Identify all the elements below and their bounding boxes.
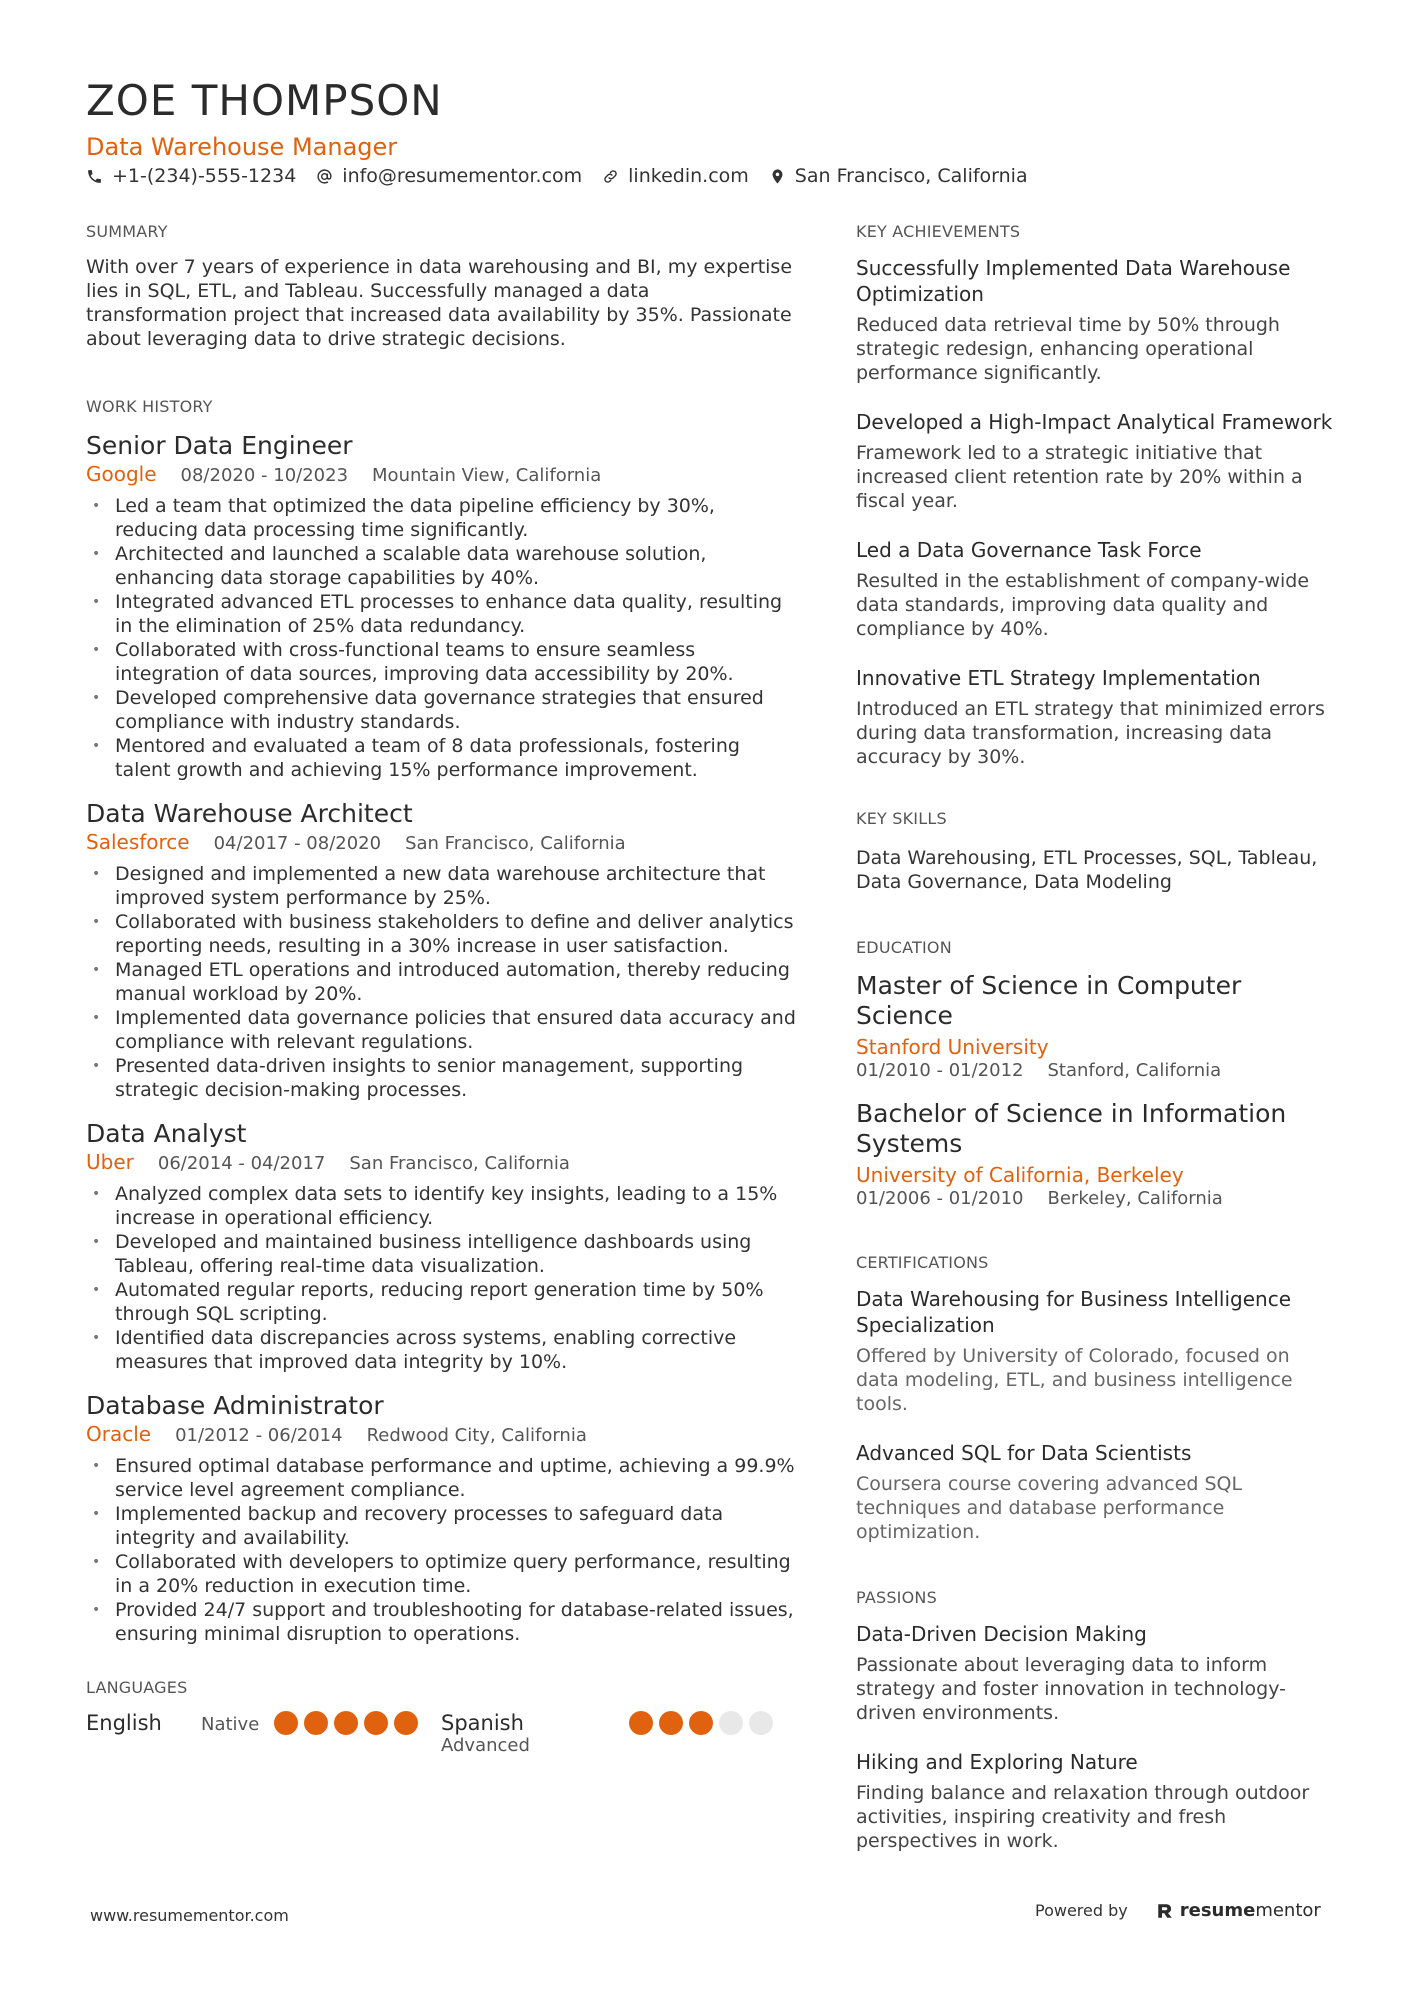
job-bullet: • Managed ETL operations and introduced automation, thereby reducing manual workload by 20%.: [86, 958, 796, 1006]
languages-section: [86, 1678, 796, 1756]
job-bullet: • Collaborated with cross-functional teams to ensure seamless integration of data sources, improving data accessibility by 20%.: [86, 638, 796, 686]
job-bullets: [86, 494, 796, 782]
job-location: Redwood City, California: [366, 1425, 587, 1446]
rating-dot-filled: [394, 1711, 418, 1735]
rating-dot-empty: [719, 1711, 743, 1735]
achievements-item-title: Innovative ETL Strategy Implementation: [856, 666, 1261, 690]
at-icon: [316, 168, 333, 185]
language-item: [441, 1711, 796, 1756]
education-location: Stanford, California: [1047, 1060, 1222, 1081]
link-icon: [602, 168, 619, 185]
education-title: EDUCATION: [856, 938, 952, 957]
achievements-item-title: Led a Data Governance Task Force: [856, 538, 1202, 562]
summary-section: [86, 222, 796, 351]
education-meta: [856, 1188, 1334, 1209]
achievements-item-desc: Reduced data retrieval time by 50% through strategic redesign, enhancing operational performance significantly.: [856, 314, 1280, 384]
job-dates: 04/2017 - 08/2020: [213, 833, 382, 854]
rating-dot-filled: [334, 1711, 358, 1735]
languages-title: LANGUAGES: [86, 1678, 188, 1697]
education-entry: [856, 1099, 1334, 1209]
education-degree: Bachelor of Science in Information Systems: [856, 1099, 1287, 1158]
certifications-item-desc: Offered by University of Colorado, focused on data modeling, ETL, and business intelligence tools.: [856, 1345, 1293, 1415]
job-bullet: • Automated regular reports, reducing report generation time by 50% through SQL scripting.: [86, 1278, 796, 1326]
job-bullet: • Implemented data governance policies that ensured data accuracy and compliance with relevant regulations.: [86, 1006, 796, 1054]
contact-location: [769, 165, 1028, 187]
job-bullet: • Designed and implemented a new data warehouse architecture that improved system performance by 25%.: [86, 862, 796, 910]
achievements-item: [856, 255, 1334, 385]
job-bullet: • Presented data-driven insights to senior management, supporting strategic decision-making processes.: [86, 1054, 796, 1102]
skills-section: [856, 809, 1334, 894]
phone-text: +1-(234)-555-1234: [112, 165, 297, 187]
job-company: Uber: [86, 1150, 134, 1174]
job-entry: [86, 430, 796, 782]
job-bullet: • Developed comprehensive data governance strategies that ensured compliance with industry standards.: [86, 686, 796, 734]
job-title: Database Administrator: [86, 1391, 384, 1420]
job-bullet: • Mentored and evaluated a team of 8 data professionals, fostering talent growth and achieving 15% performance improvement.: [86, 734, 796, 782]
job-bullet: • Analyzed complex data sets to identify key insights, leading to a 15% increase in operational efficiency.: [86, 1182, 796, 1230]
achievements-item-title: Successfully Implemented Data Warehouse Optimization: [856, 256, 1291, 306]
certifications-item: [856, 1440, 1334, 1544]
education-entry: [856, 971, 1334, 1081]
job-bullet: • Implemented backup and recovery processes to safeguard data integrity and availability.: [86, 1502, 796, 1550]
job-bullet: • Collaborated with business stakeholders to define and deliver analytics reporting needs, resulting in a 30% increase in user satisfaction.: [86, 910, 796, 958]
job-title: Data Warehouse Architect: [86, 799, 413, 828]
location-pin-icon: [769, 168, 786, 185]
job-location: San Francisco, California: [349, 1153, 570, 1174]
job-location: San Francisco, California: [405, 833, 626, 854]
rating-dot-filled: [629, 1711, 653, 1735]
passions-item: [856, 1621, 1334, 1725]
job-bullet: • Collaborated with developers to optimize query performance, resulting in a 20% reduction in execution time.: [86, 1550, 796, 1598]
achievement-list: [856, 255, 1334, 769]
brand-logo-icon: [1156, 1902, 1174, 1920]
education-dates: 01/2010 - 01/2012: [856, 1060, 1024, 1081]
footer-branding: [1035, 1900, 1321, 1921]
certification-list: [856, 1286, 1334, 1544]
achievements-title: KEY ACHIEVEMENTS: [856, 222, 1021, 241]
linkedin-text: linkedin.com: [628, 165, 749, 187]
work-history-section: [86, 397, 796, 1646]
job-title: Senior Data Engineer: [86, 431, 353, 460]
achievements-item-desc: Introduced an ETL strategy that minimized errors during data transformation, increasing data accuracy by 30%.: [856, 698, 1325, 768]
job-meta: [86, 1150, 796, 1176]
contact-linkedin[interactable]: [602, 165, 749, 187]
passions-item-desc: Finding balance and relaxation through outdoor activities, inspiring creativity and fresh perspectives in work.: [856, 1782, 1310, 1852]
job-bullet: • Provided 24/7 support and troubleshooting for database-related issues, ensuring minimal disruption to operations.: [86, 1598, 796, 1646]
job-bullet: • Led a team that optimized the data pipeline efficiency by 30%, reducing data processing time significantly.: [86, 494, 796, 542]
skills-text: Data Warehousing, ETL Processes, SQL, Tableau, Data Governance, Data Modeling: [856, 847, 1318, 893]
job-bullet: • Integrated advanced ETL processes to enhance data quality, resulting in the elimination of 25% data redundancy.: [86, 590, 796, 638]
summary-title: SUMMARY: [86, 222, 168, 241]
certifications-item-title: Advanced SQL for Data Scientists: [856, 1441, 1192, 1465]
candidate-name: ZOE THOMPSON: [86, 76, 443, 125]
rating-dot-filled: [689, 1711, 713, 1735]
passion-list: [856, 1621, 1334, 1853]
job-company: Salesforce: [86, 830, 190, 854]
job-entry: [86, 798, 796, 1102]
job-bullet: • Architected and launched a scalable data warehouse solution, enhancing data storage capabilities by 40%.: [86, 542, 796, 590]
rating-dot-filled: [274, 1711, 298, 1735]
passions-item-title: Hiking and Exploring Nature: [856, 1750, 1138, 1774]
phone-icon: [86, 168, 103, 185]
language-rating: [274, 1711, 424, 1735]
certifications-item-title: Data Warehousing for Business Intelligence Specialization: [856, 1287, 1292, 1337]
achievements-item: [856, 665, 1334, 769]
achievements-item-title: Developed a High-Impact Analytical Framework: [856, 410, 1333, 434]
education-list: [856, 971, 1334, 1209]
education-school: University of California, Berkeley: [856, 1163, 1184, 1187]
job-bullets: [86, 1182, 796, 1374]
brand-name-rest: mentor: [1255, 1900, 1321, 1921]
passions-item-title: Data-Driven Decision Making: [856, 1622, 1147, 1646]
achievements-section: [856, 222, 1334, 769]
job-location: Mountain View, California: [372, 465, 602, 486]
certifications-item: [856, 1286, 1334, 1416]
job-entry: [86, 1118, 796, 1374]
brand-logo[interactable]: [1156, 1900, 1321, 1921]
passions-title: PASSIONS: [856, 1588, 937, 1607]
job-bullet: • Ensured optimal database performance and uptime, achieving a 99.9% service level agreement compliance.: [86, 1454, 796, 1502]
education-degree: Master of Science in Computer Science: [856, 971, 1242, 1030]
right-column: [856, 222, 1334, 1897]
language-row: [86, 1711, 796, 1756]
job-bullets: [86, 862, 796, 1102]
job-entry: [86, 1390, 796, 1646]
certifications-item-desc: Coursera course covering advanced SQL techniques and database performance optimization.: [856, 1473, 1243, 1543]
work-history-title: WORK HISTORY: [86, 397, 213, 416]
summary-text: With over 7 years of experience in data warehousing and BI, my expertise lies in SQL, ETL, and Tableau. Successfully managed a data transformation project that increased data availability by 35%. Passionate about leveraging data to drive strategic decisions.: [86, 256, 793, 350]
certifications-title: CERTIFICATIONS: [856, 1253, 989, 1272]
footer-website[interactable]: www.resumementor.com: [90, 1906, 289, 1925]
job-meta: [86, 462, 796, 488]
achievements-item: [856, 537, 1334, 641]
passions-section: [856, 1588, 1334, 1853]
passions-item: [856, 1749, 1334, 1853]
brand-name-bold: resume: [1179, 1900, 1256, 1921]
language-rating: [629, 1711, 779, 1735]
achievements-item-desc: Resulted in the establishment of company-wide data standards, improving data quality and compliance by 40%.: [856, 570, 1310, 640]
job-company: Oracle: [86, 1422, 152, 1446]
left-column: [86, 222, 796, 1756]
rating-dot-filled: [304, 1711, 328, 1735]
candidate-role: Data Warehouse Manager: [86, 133, 398, 161]
language-name: English: [86, 1711, 162, 1735]
achievements-item-desc: Framework led to a strategic initiative that increased client retention rate by 20% within a fiscal year.: [856, 442, 1303, 512]
email-text: info@resumementor.com: [342, 165, 583, 187]
contact-bar: [86, 165, 1048, 187]
job-dates: 08/2020 - 10/2023: [180, 465, 349, 486]
rating-dot-filled: [364, 1711, 388, 1735]
job-meta: [86, 1422, 796, 1448]
language-item: [86, 1711, 441, 1735]
language-level: Advanced: [441, 1735, 530, 1756]
job-title: Data Analyst: [86, 1119, 247, 1148]
job-bullet: • Developed and maintained business intelligence dashboards using Tableau, offering real-time data visualization.: [86, 1230, 796, 1278]
language-level: Native: [201, 1714, 260, 1735]
job-dates: 06/2014 - 04/2017: [157, 1153, 326, 1174]
job-meta: [86, 830, 796, 856]
education-meta: [856, 1060, 1334, 1081]
language-name: Spanish: [441, 1711, 524, 1735]
education-location: Berkeley, California: [1047, 1188, 1223, 1209]
passions-item-desc: Passionate about leveraging data to inform strategy and foster innovation in technology-driven environments.: [856, 1654, 1286, 1724]
location-text: San Francisco, California: [794, 165, 1028, 187]
contact-email[interactable]: [316, 165, 582, 187]
certifications-section: [856, 1253, 1334, 1544]
job-list: [86, 430, 796, 1646]
job-dates: 01/2012 - 06/2014: [175, 1425, 343, 1446]
contact-phone[interactable]: [86, 165, 296, 187]
rating-dot-filled: [659, 1711, 683, 1735]
job-bullet: • Identified data discrepancies across systems, enabling corrective measures that improved data integrity by 10%.: [86, 1326, 796, 1374]
job-company: Google: [86, 462, 157, 486]
powered-by-label: Powered by: [1035, 1901, 1128, 1920]
job-bullets: [86, 1454, 796, 1646]
skills-title: KEY SKILLS: [856, 809, 947, 828]
rating-dot-empty: [749, 1711, 773, 1735]
achievements-item: [856, 409, 1334, 513]
education-dates: 01/2006 - 01/2010: [856, 1188, 1024, 1209]
education-section: [856, 938, 1334, 1209]
education-school: Stanford University: [856, 1035, 1049, 1059]
